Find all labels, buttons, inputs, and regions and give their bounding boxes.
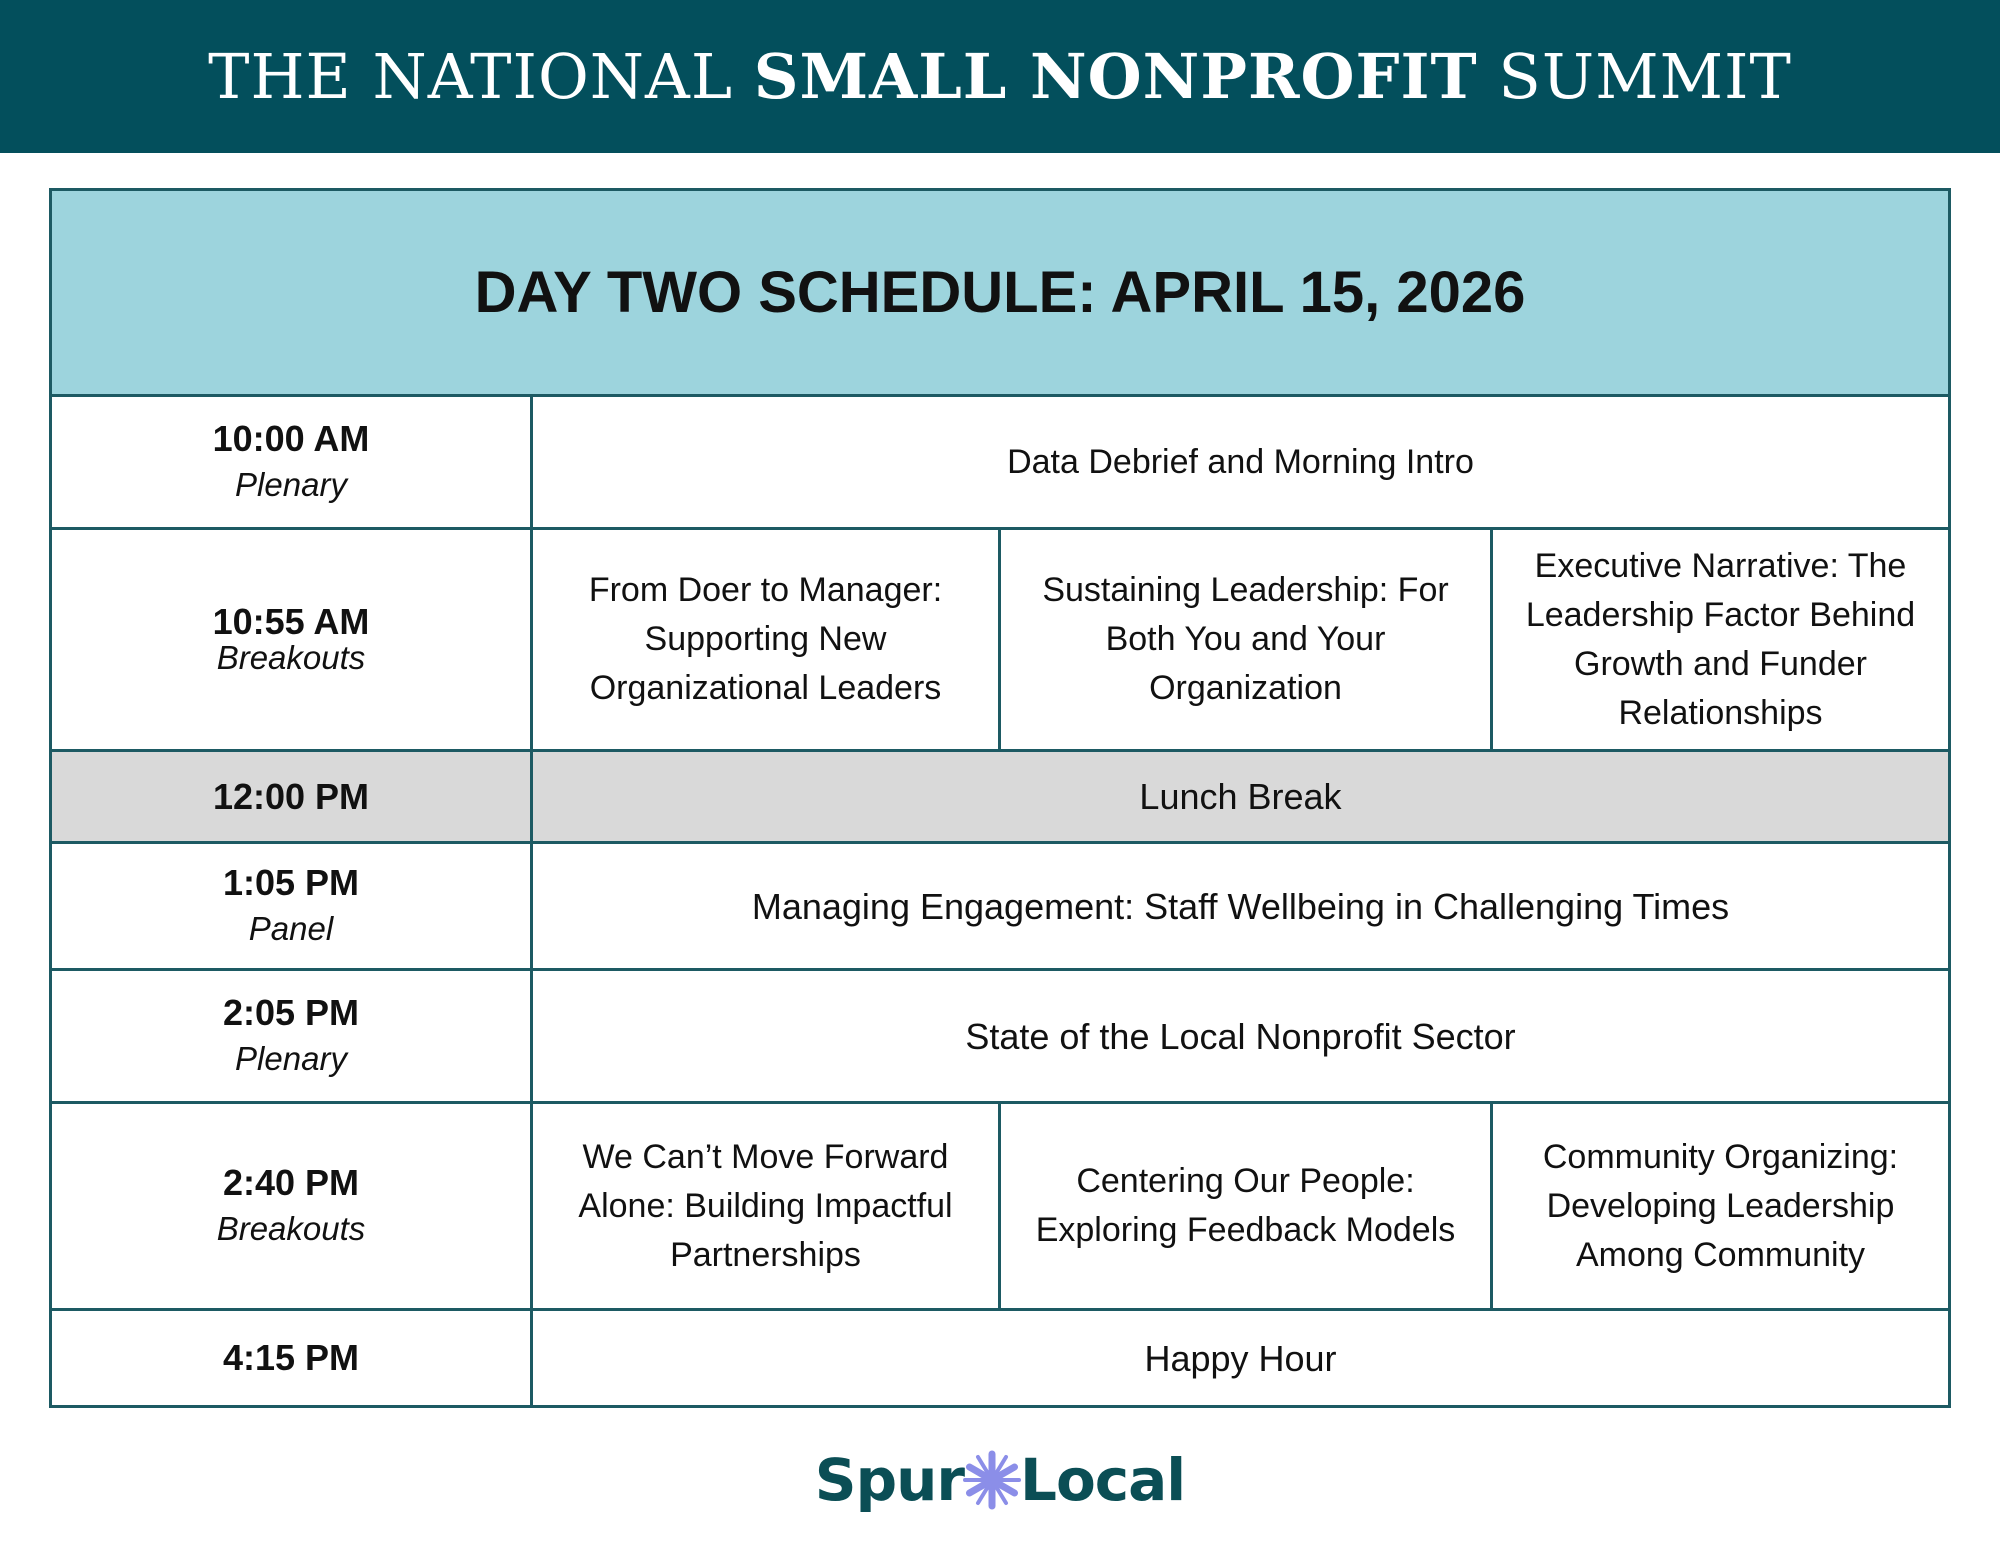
- event-title-pre: THE NATIONAL: [208, 40, 754, 113]
- breakout-title: Community Organizing: Developing Leadership Among Community: [1542, 1137, 1899, 1274]
- top-banner: [0, 0, 2000, 153]
- schedule-table: [49, 188, 1951, 1408]
- time-label: 12:00 PM: [212, 775, 370, 817]
- time-cell: [52, 397, 533, 530]
- time-label: 10:00 AM: [212, 418, 370, 459]
- session-cell: [533, 1311, 1948, 1405]
- breakout-cell: [1001, 530, 1493, 752]
- time-label: 4:15 PM: [222, 1337, 360, 1378]
- breakout-cell: [1493, 1104, 1948, 1311]
- time-cell: [52, 844, 533, 971]
- schedule-heading-cell: [52, 191, 1948, 397]
- breakout-cell: [533, 530, 1001, 752]
- time-cell: [52, 1311, 533, 1405]
- time-label: 2:40 PM: [222, 1162, 360, 1203]
- session-cell: [533, 397, 1948, 530]
- session-cell: [533, 752, 1948, 844]
- event-title-post: SUMMIT: [1477, 40, 1792, 113]
- time-cell: [52, 752, 533, 844]
- time-cell: [52, 530, 533, 752]
- breakout-title: We Can’t Move Forward Alone: Building Impactful Partnerships: [578, 1137, 953, 1274]
- spur-local-logo: [0, 1440, 2000, 1520]
- breakout-title: Centering Our People: Exploring Feedback Models: [1035, 1162, 1456, 1249]
- logo-right-word: Local: [1019, 1446, 1186, 1514]
- event-title: [208, 40, 1792, 113]
- breakout-cell: [533, 1104, 1001, 1311]
- breakout-title: Executive Narrative: The Leadership Factor Behind Growth and Funder Relationships: [1525, 546, 1916, 732]
- session-type: Panel: [248, 910, 334, 947]
- session-cell: [533, 971, 1948, 1104]
- session-type: Plenary: [235, 466, 347, 503]
- session-title: State of the Local Nonprofit Sector: [965, 1015, 1516, 1057]
- session-type: Breakouts: [216, 1210, 366, 1247]
- time-label: 1:05 PM: [222, 862, 360, 903]
- breakout-cell: [1493, 530, 1948, 752]
- asterisk-star-icon: [960, 1448, 1024, 1512]
- breakout-title: Sustaining Leadership: For Both You and Your Organization: [1042, 571, 1449, 707]
- time-label: 2:05 PM: [222, 992, 360, 1033]
- breakout-title: From Doer to Manager: Supporting New Organizational Leaders: [588, 571, 943, 707]
- session-title: Data Debrief and Morning Intro: [1007, 442, 1474, 481]
- schedule-heading: DAY TWO SCHEDULE: APRIL 15, 2026: [474, 260, 1526, 325]
- event-title-bold: SMALL NONPROFIT: [753, 40, 1478, 113]
- session-type: Plenary: [235, 1040, 347, 1077]
- breakout-cell: [1001, 1104, 1493, 1311]
- session-type: Breakouts: [216, 638, 366, 676]
- session-title: Happy Hour: [1144, 1337, 1337, 1379]
- session-cell: [533, 844, 1948, 971]
- session-title: Lunch Break: [1139, 776, 1342, 817]
- session-title: Managing Engagement: Staff Wellbeing in Challenging Times: [751, 885, 1730, 927]
- time-label: 10:55 AM: [212, 600, 370, 642]
- time-cell: [52, 1104, 533, 1311]
- time-cell: [52, 971, 533, 1104]
- logo-left-word: Spur: [814, 1446, 964, 1514]
